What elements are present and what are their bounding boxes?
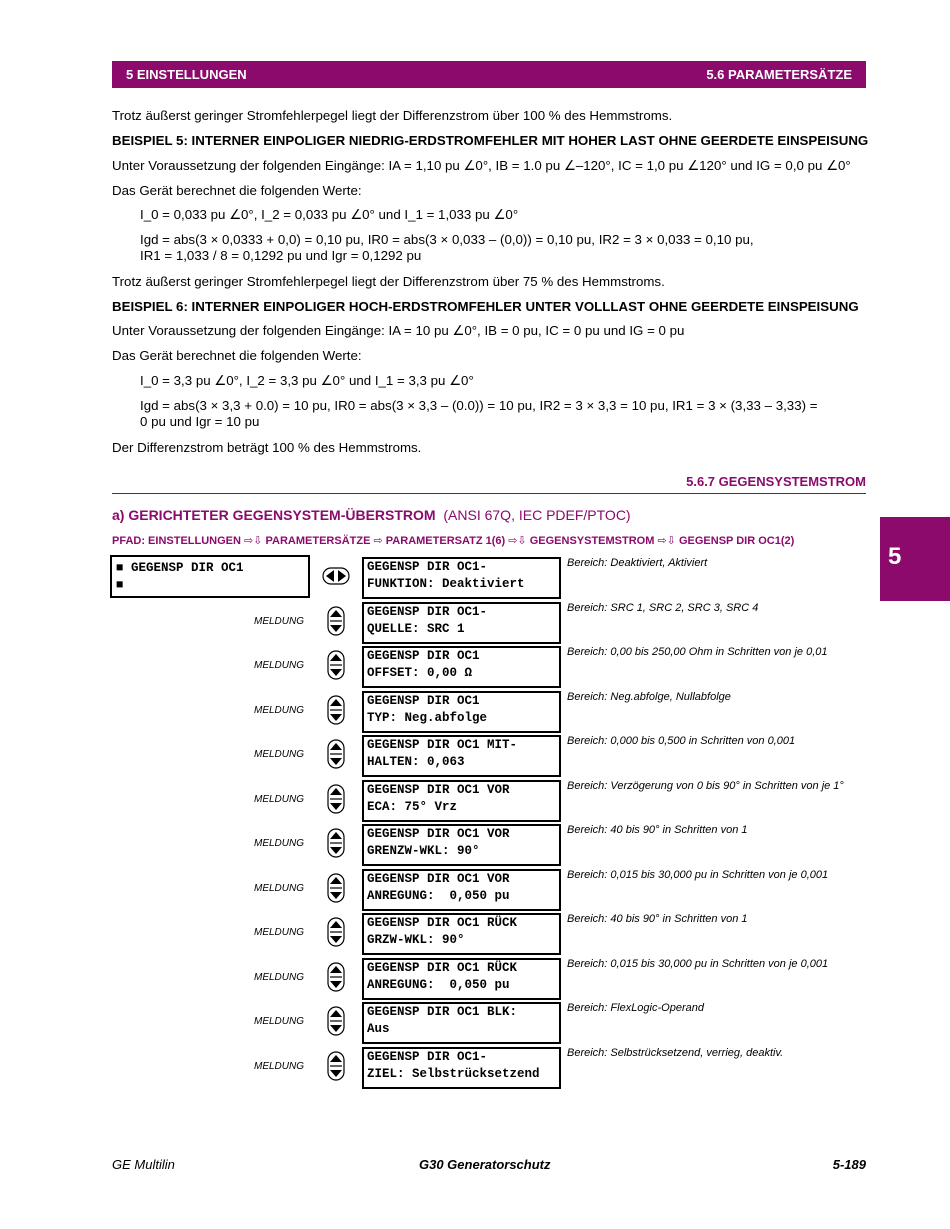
paragraph: Unter Voraussetzung der folgenden Eingänge: IA = 1,10 pu ∠0°, IB = 1.0 pu ∠–120°, IC = 1,0 pu ∠120° und IG = 0,0 pu ∠0° [112, 158, 851, 173]
message-label: MELDUNG [254, 972, 305, 983]
setting-display-box [362, 735, 561, 777]
setting-value-line: ECA: 75° Vrz [367, 800, 458, 814]
setting-display-box [362, 824, 561, 866]
path-item: GEGENSYSTEMSTROM [529, 535, 655, 547]
message-label: MELDUNG [254, 1061, 305, 1072]
up-down-arrow-icon [325, 917, 347, 947]
menu-header-line2: ■ [116, 578, 124, 592]
setting-value-line: GRZW-WKL: 90° [367, 933, 465, 947]
message-label: MELDUNG [254, 705, 305, 716]
header-chapter: 5 EINSTELLUNGEN [126, 67, 247, 82]
setting-name-line: GEGENSP DIR OC1 RÜCK [367, 916, 518, 930]
up-down-arrow-icon [325, 784, 347, 814]
paragraph: Das Gerät berechnet die folgenden Werte: [112, 183, 362, 198]
paragraph: Das Gerät berechnet die folgenden Werte: [112, 348, 362, 363]
setting-value-line: Aus [367, 1022, 390, 1036]
setting-name-line: GEGENSP DIR OC1 RÜCK [367, 961, 518, 975]
formula-line: I_0 = 3,3 pu ∠0°, I_2 = 3,3 pu ∠0° und I_1 = 3,3 pu ∠0° [140, 373, 474, 388]
up-down-arrow-icon [325, 695, 347, 725]
up-down-arrow-icon [325, 873, 347, 903]
path-arrow-icon: ⇨ [373, 535, 383, 547]
section-title: 5.6.7 GEGENSYSTEMSTROM [686, 474, 866, 489]
message-label: MELDUNG [254, 927, 305, 938]
setting-range: Bereich: 40 bis 90° in Schritten von 1 [567, 824, 748, 836]
example-heading: BEISPIEL 6: INTERNER EINPOLIGER HOCH-ERDSTROMFEHLER UNTER VOLLLAST OHNE GEERDETE EINSPEISUNG [112, 299, 859, 314]
setting-value-line: TYP: Neg.abfolge [367, 711, 488, 725]
paragraph: Trotz äußerst geringer Stromfehlerpegel liegt der Differenzstrom über 100 % des Hemmstroms. [112, 108, 673, 123]
setting-range: Bereich: Selbstrücksetzend, verrieg, deaktiv. [567, 1047, 784, 1059]
subsection-title [112, 507, 631, 523]
up-down-arrow-icon [325, 962, 347, 992]
setting-name-line: GEGENSP DIR OC1 VOR [367, 872, 510, 886]
chapter-tab-number: 5 [888, 543, 902, 570]
footer-company: GE Multilin [112, 1157, 175, 1172]
example-heading: BEISPIEL 5: INTERNER EINPOLIGER NIEDRIG-ERDSTROMFEHLER MIT HOHER LAST OHNE GEERDETE EINSPEISUNG [112, 133, 869, 148]
up-down-arrow-icon [325, 1051, 347, 1081]
formula-line: Igd = abs(3 × 3,3 + 0.0) = 10 pu, IR0 = abs(3 × 3,3 – (0.0)) = 10 pu, IR2 = 3 × 3,3 = 10 pu, IR1 = 3 × (3,33 – 3,33) = [140, 398, 818, 413]
setting-name-line: GEGENSP DIR OC1- [367, 605, 488, 619]
formula-line: 0 pu und Igr = 10 pu [140, 414, 260, 429]
setting-range: Bereich: FlexLogic-Operand [567, 1002, 704, 1014]
formula-line: I_0 = 0,033 pu ∠0°, I_2 = 0,033 pu ∠0° und I_1 = 1,033 pu ∠0° [140, 207, 519, 222]
formula-line: IR1 = 1,033 / 8 = 0,1292 pu und Igr = 0,1292 pu [140, 248, 422, 263]
setting-display-box [362, 602, 561, 644]
setting-value-line: OFFSET: 0,00 Ω [367, 666, 473, 680]
setting-name-line: GEGENSP DIR OC1 MIT- [367, 738, 518, 752]
setting-range: Bereich: 40 bis 90° in Schritten von 1 [567, 913, 748, 925]
setting-name-line: GEGENSP DIR OC1- [367, 1050, 488, 1064]
path-arrow-icon: ⇨⇩ [657, 535, 676, 547]
message-label: MELDUNG [254, 660, 305, 671]
path-item: PARAMETERSÄTZE [265, 535, 371, 547]
path-item: PARAMETERSATZ 1(6) [385, 535, 506, 547]
chapter-tab [880, 517, 950, 601]
setting-value-line: ANREGUNG: 0,050 pu [367, 978, 510, 992]
section-divider [112, 493, 866, 494]
up-down-arrow-icon [325, 606, 347, 636]
menu-header-line1: ■ GEGENSP DIR OC1 [116, 561, 244, 575]
message-label: MELDUNG [254, 1016, 305, 1027]
paragraph: Unter Voraussetzung der folgenden Eingänge: IA = 10 pu ∠0°, IB = 0 pu, IC = 0 pu und IG = 0 pu [112, 323, 685, 338]
setting-display-box [362, 1047, 561, 1089]
message-label: MELDUNG [254, 838, 305, 849]
setting-display-box [362, 557, 561, 599]
page-header-bar [112, 61, 866, 88]
setting-display-box [362, 646, 561, 688]
path-prefix: PFAD: EINSTELLUNGEN [112, 535, 241, 547]
setting-range: Bereich: 0,000 bis 0,500 in Schritten von 0,001 [567, 735, 796, 747]
message-label: MELDUNG [254, 616, 305, 627]
up-down-arrow-icon [325, 1006, 347, 1036]
setting-range: Bereich: 0,015 bis 30,000 pu in Schritten von je 0,001 [567, 958, 829, 970]
setting-value-line: ANREGUNG: 0,050 pu [367, 889, 510, 903]
setting-range: Bereich: 0,00 bis 250,00 Ohm in Schritten von je 0,01 [567, 646, 828, 658]
setting-name-line: GEGENSP DIR OC1 BLK: [367, 1005, 518, 1019]
header-section: 5.6 PARAMETERSÄTZE [706, 67, 852, 82]
footer-page-number: 5-189 [832, 1157, 866, 1172]
up-down-arrow-icon [325, 828, 347, 858]
path-item: GEGENSP DIR OC1(2) [678, 535, 795, 547]
setting-display-box [362, 958, 561, 1000]
setting-value-line: ZIEL: Selbstrücksetzend [367, 1067, 540, 1081]
message-label: MELDUNG [254, 749, 305, 760]
left-right-arrow-icon [322, 561, 350, 591]
formula-line: Igd = abs(3 × 0,0333 + 0,0) = 0,10 pu, IR0 = abs(3 × 0,033 – (0,0)) = 0,10 pu, IR2 = 3 × 0,033 = 0,10 pu, [140, 232, 754, 247]
setting-value-line: GRENZW-WKL: 90° [367, 844, 480, 858]
footer-product: G30 Generatorschutz [419, 1157, 551, 1172]
paragraph: Trotz äußerst geringer Stromfehlerpegel liegt der Differenzstrom über 75 % des Hemmstroms. [112, 274, 665, 289]
path-arrow-icon: ⇨⇩ [244, 535, 263, 547]
setting-name-line: GEGENSP DIR OC1 [367, 649, 480, 663]
menu-header-box [110, 555, 310, 598]
menu-path [112, 534, 794, 547]
setting-display-box [362, 691, 561, 733]
setting-display-box [362, 869, 561, 911]
paragraph: Der Differenzstrom beträgt 100 % des Hemmstroms. [112, 440, 422, 455]
up-down-arrow-icon [325, 739, 347, 769]
setting-range: Bereich: Verzögerung von 0 bis 90° in Schritten von je 1° [567, 780, 844, 792]
up-down-arrow-icon [325, 650, 347, 680]
subsection-title-standard: (ANSI 67Q, IEC PDEF/PTOC) [443, 507, 631, 523]
setting-display-box [362, 780, 561, 822]
setting-name-line: GEGENSP DIR OC1 [367, 694, 480, 708]
setting-name-line: GEGENSP DIR OC1 VOR [367, 783, 510, 797]
setting-range: Bereich: Deaktiviert, Aktiviert [567, 557, 708, 569]
setting-range: Bereich: Neg.abfolge, Nullabfolge [567, 691, 731, 703]
setting-range: Bereich: SRC 1, SRC 2, SRC 3, SRC 4 [567, 602, 759, 614]
setting-value-line: HALTEN: 0,063 [367, 755, 465, 769]
setting-range: Bereich: 0,015 bis 30,000 pu in Schritten von je 0,001 [567, 869, 829, 881]
subsection-title-bold: a) GERICHTETER GEGENSYSTEM-ÜBERSTROM [112, 507, 436, 523]
setting-display-box [362, 1002, 561, 1044]
setting-name-line: GEGENSP DIR OC1- [367, 560, 488, 574]
setting-value-line: QUELLE: SRC 1 [367, 622, 465, 636]
setting-value-line: FUNKTION: Deaktiviert [367, 577, 525, 591]
path-arrow-icon: ⇨⇩ [508, 535, 527, 547]
message-label: MELDUNG [254, 883, 305, 894]
setting-display-box [362, 913, 561, 955]
setting-name-line: GEGENSP DIR OC1 VOR [367, 827, 510, 841]
message-label: MELDUNG [254, 794, 305, 805]
